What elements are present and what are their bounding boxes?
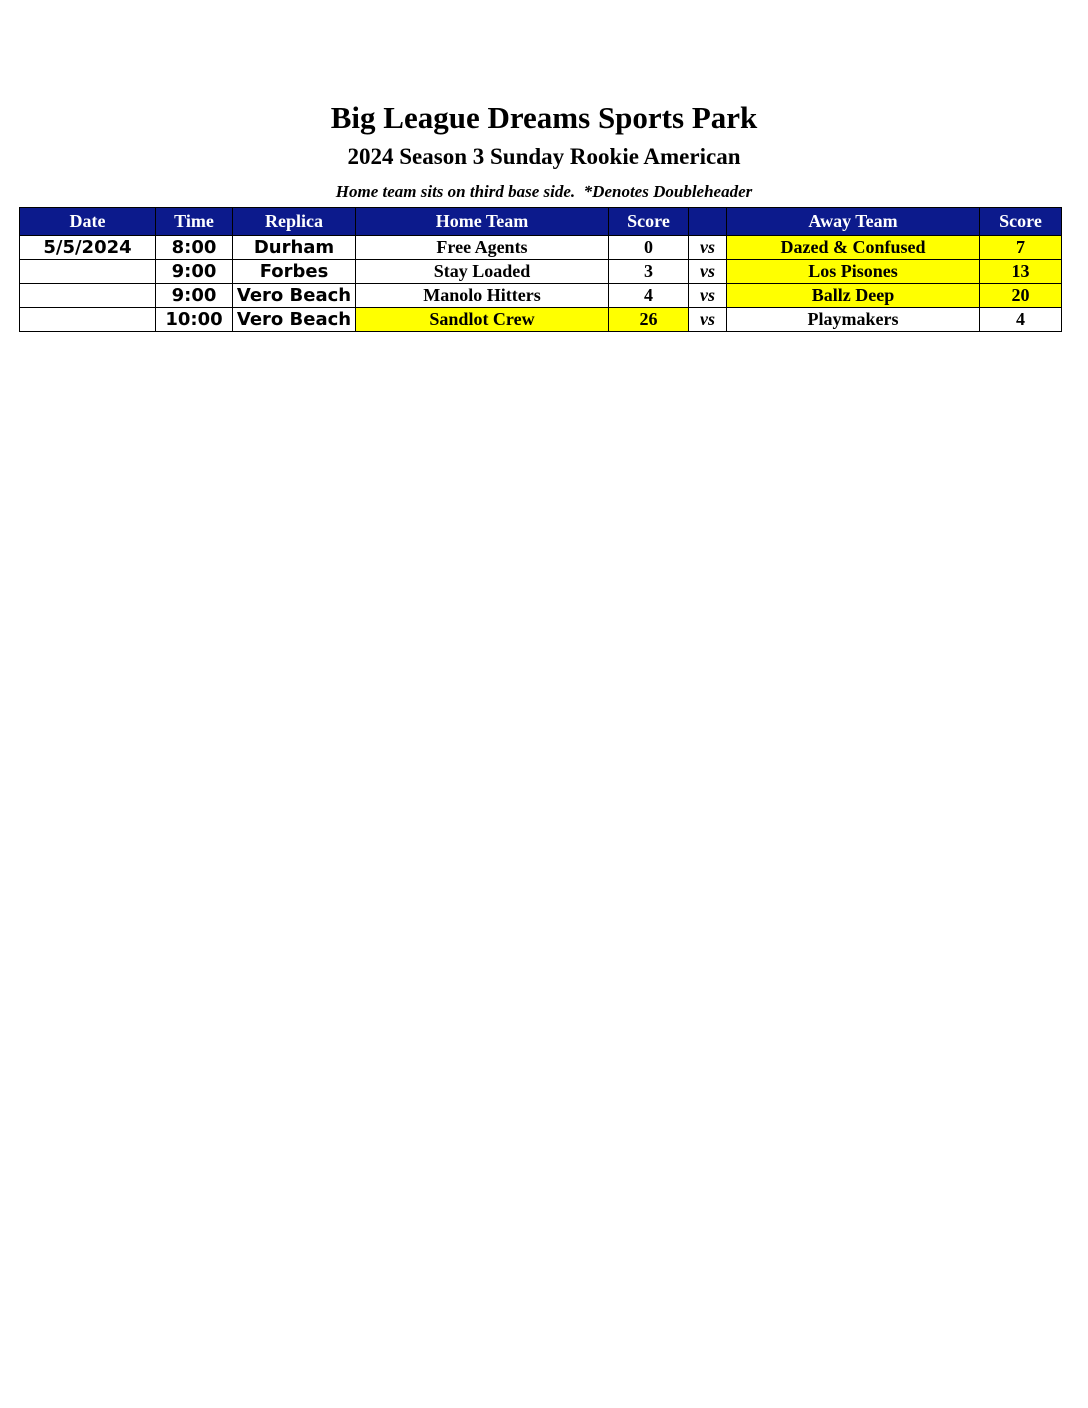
column-header-time: Time xyxy=(156,208,233,236)
vs-cell: vs xyxy=(689,260,727,284)
date-cell xyxy=(20,308,156,332)
column-header-home-team: Home Team xyxy=(356,208,609,236)
replica-cell: Durham xyxy=(233,236,356,260)
column-header-vs xyxy=(689,208,727,236)
date-cell xyxy=(20,260,156,284)
schedule-body xyxy=(20,236,1062,332)
away-score-cell: 13 xyxy=(980,260,1062,284)
date-cell: 5/5/2024 xyxy=(20,236,156,260)
column-header-away-score: Score xyxy=(980,208,1062,236)
home-score-cell: 4 xyxy=(609,284,689,308)
away-team-cell: Playmakers xyxy=(727,308,980,332)
replica-cell: Vero Beach xyxy=(233,284,356,308)
away-score-cell: 4 xyxy=(980,308,1062,332)
away-team-cell: Los Pisones xyxy=(727,260,980,284)
away-team-cell: Ballz Deep xyxy=(727,284,980,308)
vs-cell: vs xyxy=(689,308,727,332)
column-header-home-score: Score xyxy=(609,208,689,236)
table-row xyxy=(20,260,1062,284)
home-team-cell: Sandlot Crew xyxy=(356,308,609,332)
page-title: Big League Dreams Sports Park xyxy=(330,100,758,135)
table-row xyxy=(20,236,1062,260)
home-score-cell: 0 xyxy=(609,236,689,260)
away-team-cell: Dazed & Confused xyxy=(727,236,980,260)
schedule-note: Home team sits on third base side. *Denotes Doubleheader xyxy=(335,182,753,201)
home-score-cell: 3 xyxy=(609,260,689,284)
home-team-cell: Stay Loaded xyxy=(356,260,609,284)
home-team-cell: Free Agents xyxy=(356,236,609,260)
home-score-cell: 26 xyxy=(609,308,689,332)
league-subtitle: 2024 Season 3 Sunday Rookie American xyxy=(347,144,741,169)
schedule-table xyxy=(19,207,1062,332)
column-header-date: Date xyxy=(20,208,156,236)
time-cell: 9:00 xyxy=(156,284,233,308)
home-team-cell: Manolo Hitters xyxy=(356,284,609,308)
table-row xyxy=(20,284,1062,308)
column-header-away-team: Away Team xyxy=(727,208,980,236)
away-score-cell: 20 xyxy=(980,284,1062,308)
vs-cell: vs xyxy=(689,284,727,308)
time-cell: 10:00 xyxy=(156,308,233,332)
vs-cell: vs xyxy=(689,236,727,260)
replica-cell: Forbes xyxy=(233,260,356,284)
date-cell xyxy=(20,284,156,308)
replica-cell: Vero Beach xyxy=(233,308,356,332)
time-cell: 8:00 xyxy=(156,236,233,260)
header-row xyxy=(20,208,1062,236)
column-header-replica: Replica xyxy=(233,208,356,236)
time-cell: 9:00 xyxy=(156,260,233,284)
table-row xyxy=(20,308,1062,332)
away-score-cell: 7 xyxy=(980,236,1062,260)
